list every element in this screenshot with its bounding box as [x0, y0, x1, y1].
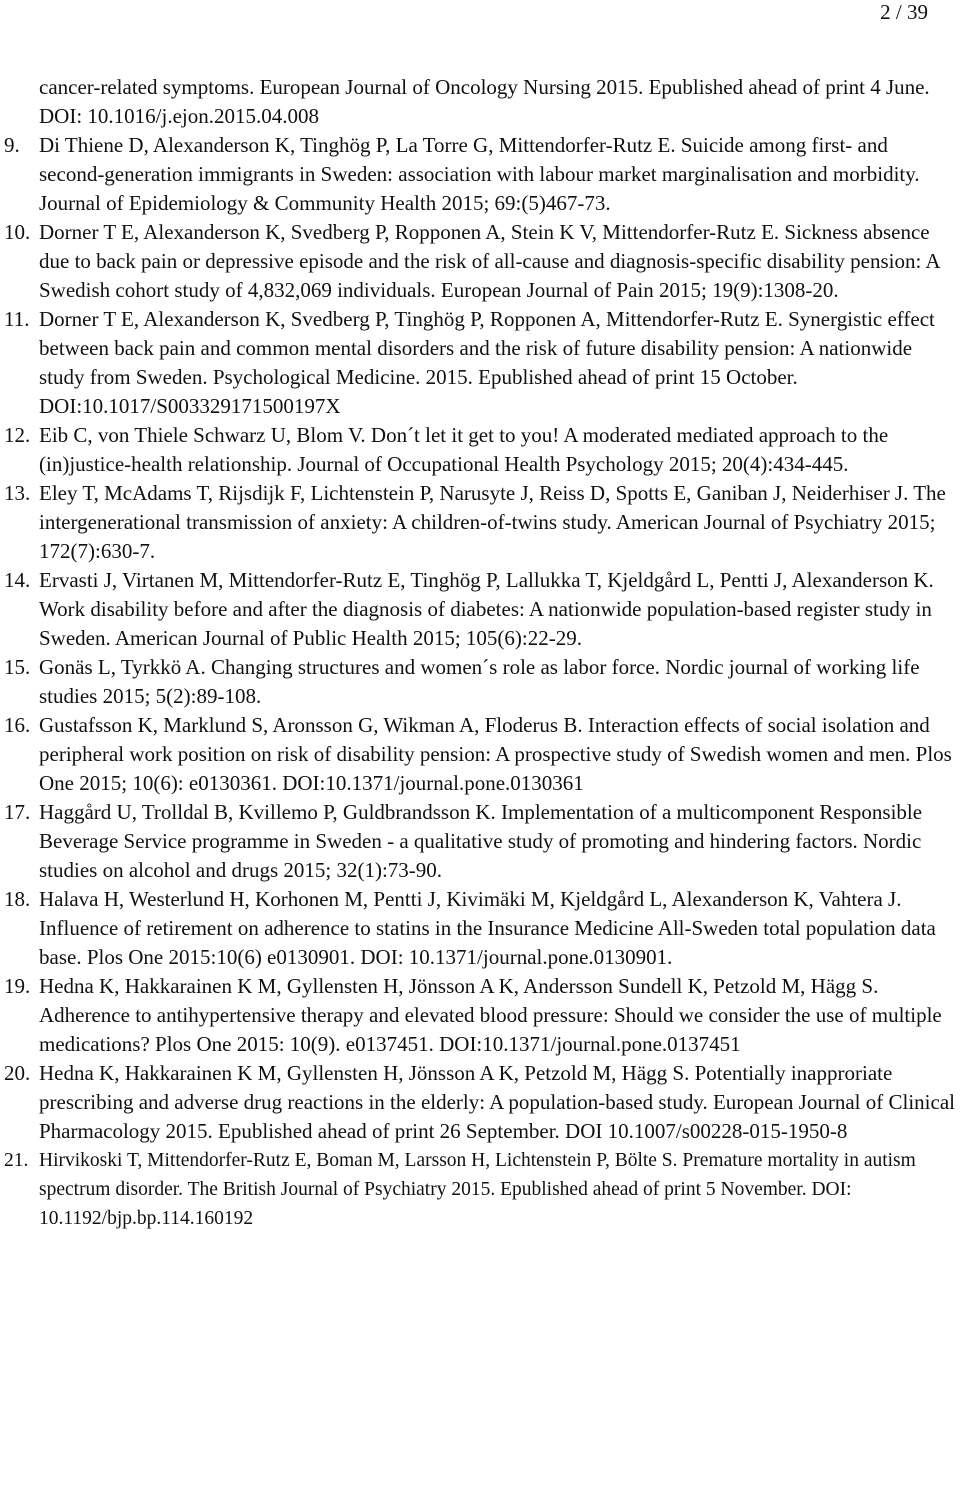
reference-text: cancer-related symptoms. European Journal of Oncology Nursing 2015. Epublished ahead of print 4 June. DOI: 10.1016/j.ejon.2015.04.008 [39, 75, 930, 128]
reference-number: 11. [4, 307, 30, 331]
reference-text: Hedna K, Hakkarainen K M, Gyllensten H, Jönsson A K, Andersson Sundell K, Petzold M, Hägg S. Adherence to antihypertensive therapy and elevated blood pressure: Should we consider the use of multiple medications? Plos One 2015: 10(9). e0137451. DOI:10.1371/journal.pone.0137451 [39, 974, 942, 1056]
reference-item-18 [0, 885, 960, 972]
reference-text: Hedna K, Hakkarainen K M, Gyllensten H, Jönsson A K, Petzold M, Hägg S. Potentially inapproriate prescribing and adverse drug reactions in the elderly: A population-based study. European Journal of Clinical Pharmacology 2015. Epublished ahead of print 26 September. DOI 10.1007/s00228-015-1950-8 [39, 1061, 955, 1143]
reference-text: Gonäs L, Tyrkkö A. Changing structures and women´s role as labor force. Nordic journal of working life studies 2015; 5(2):89-108. [39, 655, 920, 708]
reference-item-15 [0, 653, 960, 711]
reference-list [0, 73, 960, 1233]
reference-text: Ervasti J, Virtanen M, Mittendorfer-Rutz E, Tinghög P, Lallukka T, Kjeldgård L, Pentti J, Alexanderson K. Work disability before and after the diagnosis of diabetes: A nationwide population-based register study in Sweden. American Journal of Public Health 2015; 105(6):22-29. [39, 568, 934, 650]
reference-number: 16. [4, 713, 31, 737]
reference-number: 20. [4, 1061, 31, 1085]
reference-text: Haggård U, Trolldal B, Kvillemo P, Guldbrandsson K. Implementation of a multicomponent Responsible Beverage Service programme in Sweden - a qualitative study of promoting and hindering factors. Nordic studies on alcohol and drugs 2015; 32(1):73-90. [39, 800, 923, 882]
reference-text: Dorner T E, Alexanderson K, Svedberg P, Tinghög P, Ropponen A, Mittendorfer-Rutz E. Synergistic effect between back pain and common mental disorders and the risk of future disability pension: A nationwide study from Sweden. Psychological Medicine. 2015. Epublished ahead of print 15 October. DOI:10.1017/S003329171500197X [39, 307, 935, 418]
reference-item-16 [0, 711, 960, 798]
reference-number: 15. [4, 655, 31, 679]
reference-item-12 [0, 421, 960, 479]
reference-number: 12. [4, 423, 31, 447]
reference-item-9 [0, 131, 960, 218]
reference-text: Di Thiene D, Alexanderson K, Tinghög P, La Torre G, Mittendorfer-Rutz E. Suicide among first- and second-generation immigrants in Sweden: association with labour market marginalisation and morbidity. Journal of Epidemiology & Community Health 2015; 69:(5)467-73. [39, 133, 920, 215]
reference-number: 17. [4, 800, 31, 824]
page-number: 2 / 39 [880, 0, 928, 24]
reference-number: 10. [4, 220, 31, 244]
reference-text: Eib C, von Thiele Schwarz U, Blom V. Don´t let it get to you! A moderated mediated approach to the (in)justice-health relationship. Journal of Occupational Health Psychology 2015; 20(4):434-445. [39, 423, 889, 476]
reference-continuation [0, 73, 960, 131]
reference-item-10 [0, 218, 960, 305]
reference-item-14 [0, 566, 960, 653]
reference-text: Eley T, McAdams T, Rijsdijk F, Lichtenstein P, Narusyte J, Reiss D, Spotts E, Ganiban J, Neiderhiser J. The intergenerational transmission of anxiety: A children-of-twins study. American Journal of Psychiatry 2015; 172(7):630-7. [39, 481, 946, 563]
reference-item-21 [0, 1146, 960, 1233]
reference-item-17 [0, 798, 960, 885]
reference-item-19 [0, 972, 960, 1059]
reference-item-11 [0, 305, 960, 421]
reference-text: Halava H, Westerlund H, Korhonen M, Pentti J, Kivimäki M, Kjeldgård L, Alexanderson K, Vahtera J. Influence of retirement on adherence to statins in the Insurance Medicine All-Sweden total population data base. Plos One 2015:10(6) e0130901. DOI: 10.1371/journal.pone.0130901. [39, 887, 936, 969]
reference-text: Gustafsson K, Marklund S, Aronsson G, Wikman A, Floderus B. Interaction effects of social isolation and peripheral work position on risk of disability pension: A prospective study of Swedish women and men. Plos One 2015; 10(6): e0130361. DOI:10.1371/journal.pone.0130361 [39, 713, 952, 795]
reference-number: 14. [4, 568, 31, 592]
reference-number: 9. [4, 133, 20, 157]
reference-text: Dorner T E, Alexanderson K, Svedberg P, Ropponen A, Stein K V, Mittendorfer-Rutz E. Sickness absence due to back pain or depressive episode and the risk of all-cause and diagnosis-specific disability pension: A Swedish cohort study of 4,832,069 individuals. European Journal of Pain 2015; 19(9):1308-20. [39, 220, 940, 302]
reference-number: 21. [4, 1150, 29, 1171]
reference-number: 19. [4, 974, 31, 998]
reference-item-13 [0, 479, 960, 566]
reference-number: 18. [4, 887, 31, 911]
reference-item-20 [0, 1059, 960, 1146]
reference-number: 13. [4, 481, 31, 505]
reference-text: Hirvikoski T, Mittendorfer-Rutz E, Boman M, Larsson H, Lichtenstein P, Bölte S. Premature mortality in autism spectrum disorder. The British Journal of Psychiatry 2015. Epublished ahead of print 5 November. DOI: 10.1192/bjp.bp.114.160192 [39, 1150, 916, 1229]
